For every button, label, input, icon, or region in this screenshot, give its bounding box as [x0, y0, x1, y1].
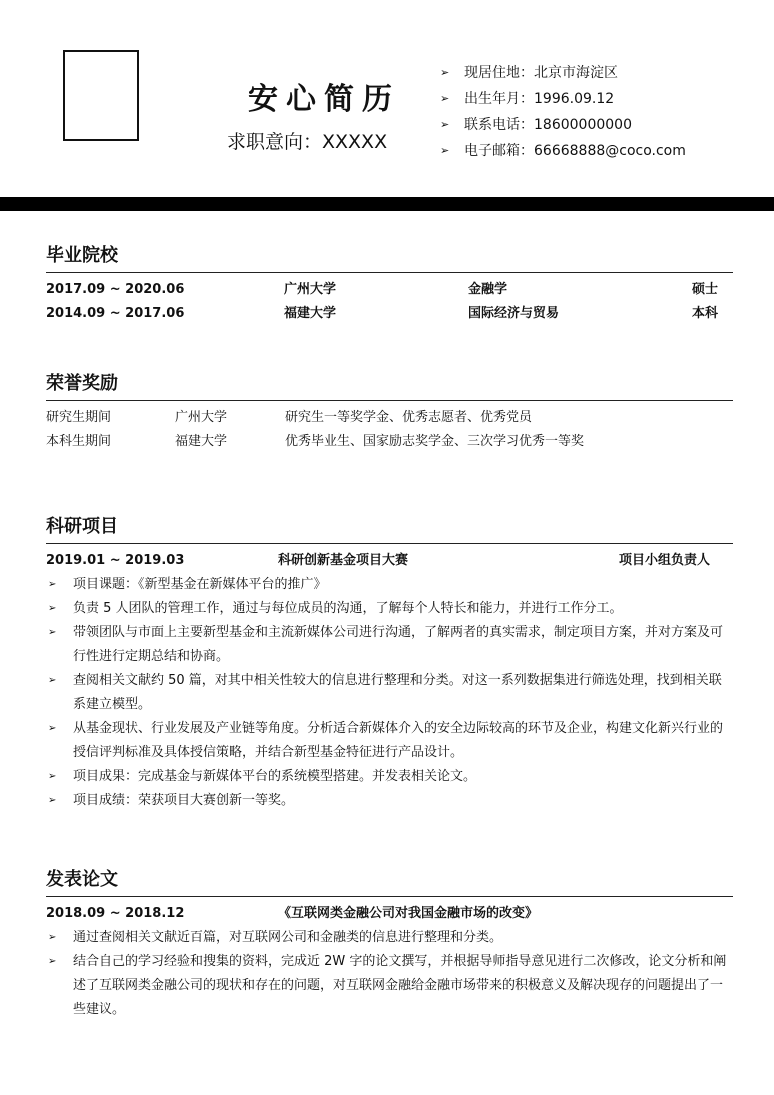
research-name: 科研创新基金项目大赛	[278, 553, 409, 568]
paper-header-row	[46, 902, 733, 926]
bullet-text: 项目课题：《新型基金在新媒体平台的推广》	[73, 577, 327, 592]
contact-text: 现居住地：北京市海淀区	[464, 65, 618, 81]
research-period: 2019.01 ~ 2019.03	[46, 553, 185, 568]
list-item	[46, 765, 733, 789]
education-period: 2017.09 ~ 2020.06	[46, 282, 185, 297]
list-item	[46, 717, 733, 765]
section-title: 科研项目	[46, 514, 733, 544]
list-item	[46, 789, 733, 813]
bullet-text: 查阅相关文献约 50 篇，对其中相关性较大的信息进行整理和分类。对这一系列数据集进行筛选处理，找到相关联系建立模型。	[73, 673, 722, 712]
list-item	[46, 597, 733, 621]
arrow-bullet-icon: ➢	[440, 118, 450, 131]
paper-period: 2018.09 ~ 2018.12	[46, 906, 185, 921]
bullet-text: 项目成果：完成基金与新媒体平台的系统模型搭建。并发表相关论文。	[73, 769, 477, 784]
honor-row	[46, 430, 733, 454]
bullet-text: 从基金现状、行业发展及产业链等角度。分析适合新媒体介入的安全边际较高的环节及企业，构建文化新兴行业的授信评判标准及具体授信策略，并结合新型基金特征进行产品设计。	[73, 721, 724, 760]
arrow-bullet-icon: ➢	[48, 603, 57, 614]
arrow-bullet-icon: ➢	[440, 144, 450, 157]
education-degree: 硕士	[692, 282, 719, 297]
header-divider-band	[0, 197, 774, 211]
contact-list	[440, 60, 686, 164]
list-item	[46, 669, 733, 717]
list-item	[46, 950, 733, 1022]
photo-placeholder	[63, 50, 139, 141]
education-school: 广州大学	[284, 282, 337, 297]
research-header-row	[46, 549, 733, 573]
contact-text: 电子邮箱：66668888@coco.com	[464, 143, 686, 159]
honor-school: 福建大学	[175, 434, 228, 449]
resume-title: 安心简历	[248, 82, 400, 117]
education-major: 金融学	[468, 282, 508, 297]
honor-awards: 优秀毕业生、国家励志奖学金、三次学习优秀一等奖	[285, 434, 585, 449]
honor-row	[46, 406, 733, 430]
honors-section	[46, 371, 733, 454]
education-row	[46, 302, 733, 326]
section-title: 荣誉奖励	[46, 371, 733, 401]
research-bullet-list	[46, 573, 733, 813]
list-item	[46, 573, 733, 597]
education-period: 2014.09 ~ 2017.06	[46, 306, 185, 321]
honor-awards: 研究生一等奖学金、优秀志愿者、优秀党员	[285, 410, 533, 425]
honor-stage: 本科生期间	[46, 434, 112, 449]
paper-bullet-list	[46, 926, 733, 1022]
section-title: 发表论文	[46, 867, 733, 897]
honor-school: 广州大学	[175, 410, 228, 425]
bullet-text: 项目成绩：荣获项目大赛创新一等奖。	[73, 793, 295, 808]
arrow-bullet-icon: ➢	[48, 771, 57, 782]
job-intent: 求职意向：XXXXX	[227, 131, 388, 153]
arrow-bullet-icon: ➢	[48, 675, 57, 686]
education-row	[46, 278, 733, 302]
contact-item-phone	[440, 112, 686, 138]
list-item	[46, 926, 733, 950]
arrow-bullet-icon: ➢	[48, 956, 57, 967]
papers-section	[46, 867, 733, 1022]
arrow-bullet-icon: ➢	[48, 627, 57, 638]
arrow-bullet-icon: ➢	[48, 723, 57, 734]
contact-text: 出生年月：1996.09.12	[464, 91, 615, 107]
contact-item-residence	[440, 60, 686, 86]
contact-item-email	[440, 138, 686, 164]
arrow-bullet-icon: ➢	[48, 795, 57, 806]
education-school: 福建大学	[284, 306, 337, 321]
contact-text: 联系电话：18600000000	[464, 117, 632, 133]
arrow-bullet-icon: ➢	[440, 66, 450, 79]
paper-name: 《互联网类金融公司对我国金融市场的改变》	[278, 906, 539, 921]
section-title: 毕业院校	[46, 243, 733, 273]
research-role: 项目小组负责人	[619, 553, 711, 568]
research-section	[46, 514, 733, 813]
bullet-text: 负责 5 人团队的管理工作，通过与每位成员的沟通，了解每个人特长和能力，并进行工作分工。	[73, 601, 623, 616]
arrow-bullet-icon: ➢	[48, 932, 57, 943]
bullet-text: 结合自己的学习经验和搜集的资料，完成近 2W 字的论文撰写，并根据导师指导意见进行二次修改，论文分析和阐述了互联网类金融公司的现状和存在的问题，对互联网金融给金融市场带来的积极意义及解决现存的问题提出了一些建议。	[73, 954, 727, 1017]
list-item	[46, 621, 733, 669]
honor-stage: 研究生期间	[46, 410, 112, 425]
arrow-bullet-icon: ➢	[440, 92, 450, 105]
arrow-bullet-icon: ➢	[48, 579, 57, 590]
education-degree: 本科	[692, 306, 719, 321]
bullet-text: 带领团队与市面上主要新型基金和主流新媒体公司进行沟通，了解两者的真实需求，制定项目方案，并对方案及可行性进行定期总结和协商。	[73, 625, 724, 664]
education-section	[46, 243, 733, 326]
education-major: 国际经济与贸易	[468, 306, 560, 321]
bullet-text: 通过查阅相关文献近百篇，对互联网公司和金融类的信息进行整理和分类。	[73, 930, 503, 945]
contact-item-birth	[440, 86, 686, 112]
